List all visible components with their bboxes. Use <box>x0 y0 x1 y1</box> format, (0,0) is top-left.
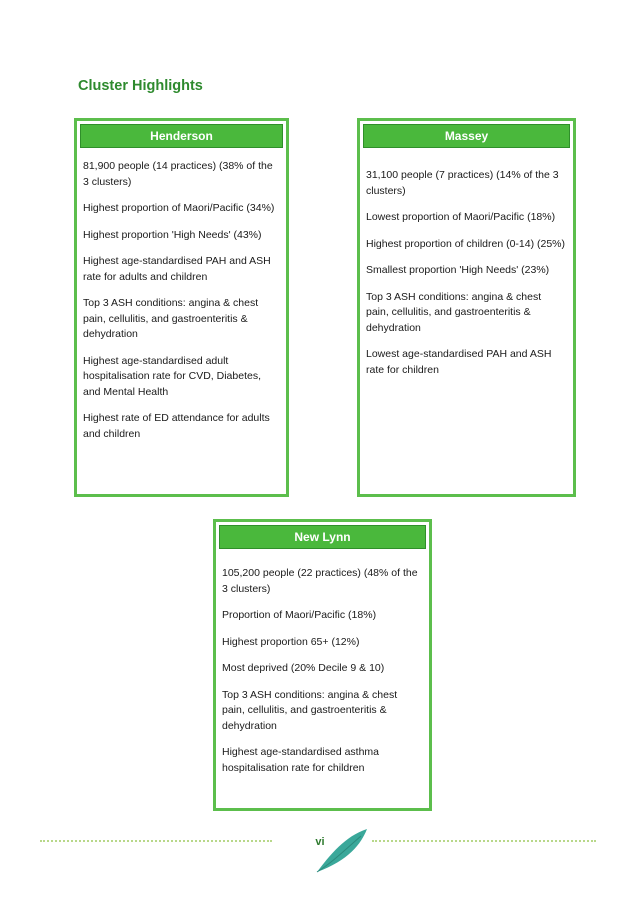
highlight-item: Highest proportion of Maori/Pacific (34%) <box>83 202 275 214</box>
footer-divider-left <box>40 840 272 842</box>
highlight-item: Top 3 ASH conditions: angina & chest pain, cellulitis, and gastroenteritis & dehydration <box>222 688 398 732</box>
cluster-box-massey <box>357 118 576 497</box>
highlight-item: Highest proportion 65+ (12%) <box>222 635 360 648</box>
highlight-item: Highest age-standardised adult hospitalisation rate for CVD, Diabetes, and Mental Health <box>83 354 262 398</box>
highlight-item: Most deprived (20% Decile 9 & 10) <box>222 662 385 674</box>
leaf-logo-icon <box>315 826 375 876</box>
cluster-box-henderson <box>74 118 289 497</box>
highlight-item: Smallest proportion 'High Needs' (23%) <box>366 264 550 276</box>
highlight-item: Top 3 ASH conditions: angina & chest pain, cellulitis, and gastroenteritis & dehydration <box>366 290 542 334</box>
highlight-item: 31,100 people (7 practices) (14% of the 3 clusters) <box>366 169 559 197</box>
cluster-items-henderson <box>83 159 278 453</box>
cluster-header-new-lynn: New Lynn <box>219 525 426 549</box>
highlight-item: Proportion of Maori/Pacific (18%) <box>222 609 377 621</box>
highlight-item: Highest proportion of children (0-14) (25%) <box>366 237 566 250</box>
cluster-header-massey: Massey <box>363 124 570 148</box>
highlight-item: Highest rate of ED attendance for adults and children <box>83 412 270 440</box>
highlight-item: Highest age-standardised PAH and ASH rate for adults and children <box>83 255 271 283</box>
highlight-item: Lowest proportion of Maori/Pacific (18%) <box>366 211 556 223</box>
cluster-header-henderson: Henderson <box>80 124 283 148</box>
highlight-item: Lowest age-standardised PAH and ASH rate for children <box>366 348 552 376</box>
highlight-item: Top 3 ASH conditions: angina & chest pain, cellulitis, and gastroenteritis & dehydration <box>83 297 259 340</box>
highlight-item: Highest age-standardised asthma hospitalisation rate for children <box>222 746 380 774</box>
footer-divider-right <box>372 840 596 842</box>
highlight-item: 105,200 people (22 practices) (48% of the 3 clusters) <box>222 567 418 595</box>
page-heading: Cluster Highlights <box>78 78 203 94</box>
highlight-item: Highest proportion 'High Needs' (43%) <box>83 228 262 241</box>
cluster-items-massey <box>366 168 565 389</box>
cluster-items-new-lynn <box>222 566 421 787</box>
cluster-box-new-lynn <box>213 519 432 811</box>
page-number: vi <box>315 836 325 848</box>
highlight-item: 81,900 people (14 practices) (38% of the 3 clusters) <box>83 160 273 188</box>
